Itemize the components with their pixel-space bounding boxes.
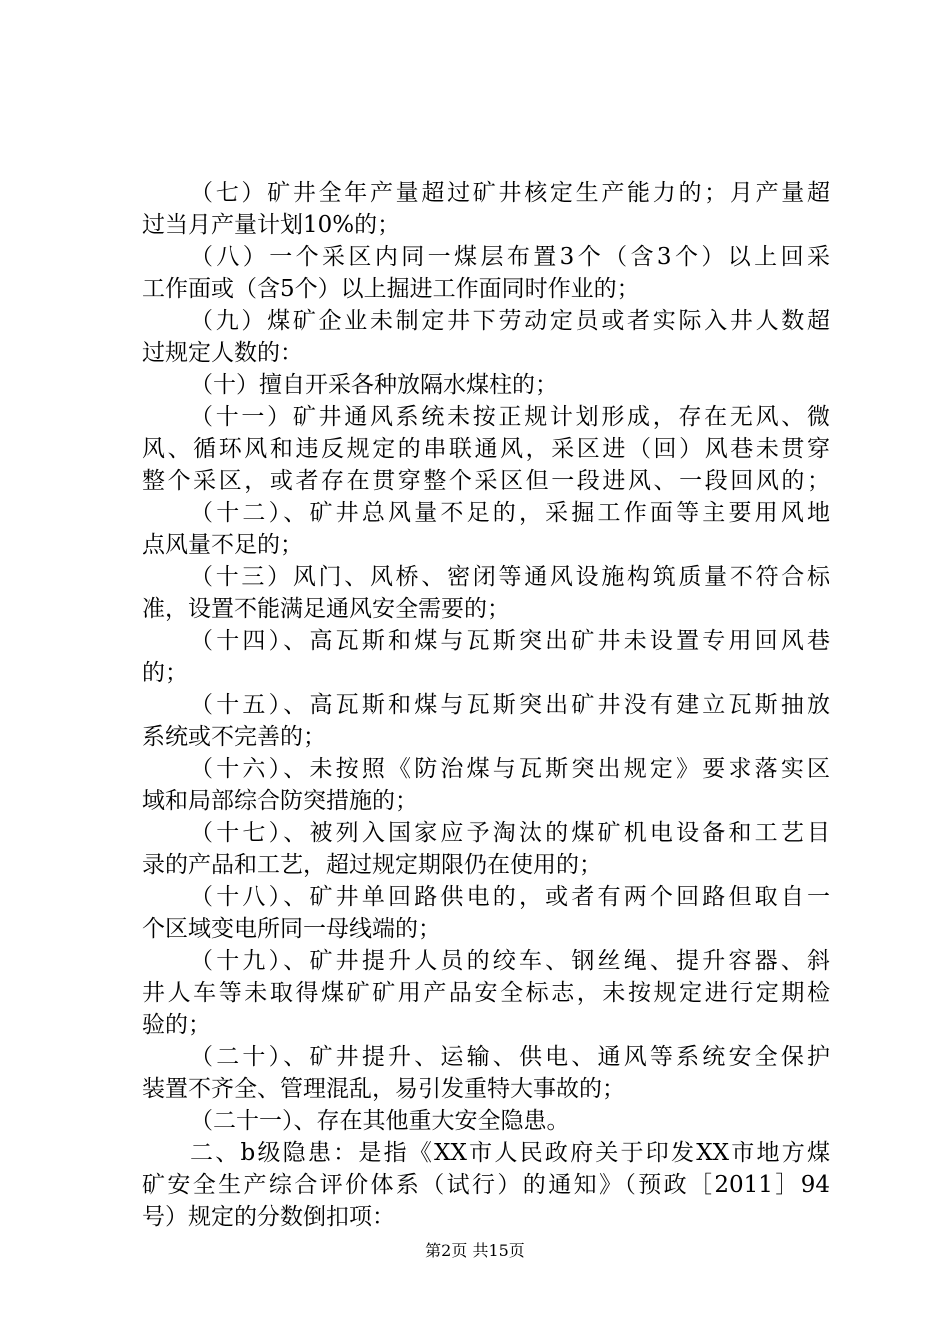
document-line: 风、循环风和违反规定的串联通风，采区进（回）风巷未贯穿 bbox=[142, 436, 830, 462]
document-line: 号）规定的分数倒扣项： bbox=[142, 1204, 395, 1230]
document-line: 验的； bbox=[142, 1012, 211, 1038]
document-line: （十三）风门、风桥、密闭等通风设施构筑质量不符合标 bbox=[190, 564, 830, 590]
document-line: 装置不齐全、管理混乱，易引发重特大事故的； bbox=[142, 1076, 625, 1102]
document-line: （二十一）、存在其他重大安全隐患。 bbox=[190, 1108, 570, 1134]
document-line: （二十）、矿井提升、运输、供电、通风等系统安全保护 bbox=[190, 1044, 830, 1070]
document-line: 井人车等未取得煤矿矿用产品安全标志，未按规定进行定期检 bbox=[142, 980, 830, 1006]
page-footer: 第2页 共15页 bbox=[425, 1241, 525, 1260]
document-line: （七）矿井全年产量超过矿井核定生产能力的；月产量超 bbox=[190, 180, 830, 206]
document-line: 工作面或（含5个）以上掘进工作面同时作业的； bbox=[142, 276, 640, 302]
document-line: （十一）矿井通风系统未按正规计划形成，存在无风、微 bbox=[190, 404, 830, 430]
document-line: 整个采区，或者存在贯穿整个采区但一段进风、一段回风的； bbox=[142, 468, 830, 494]
document-line: （十四）、高瓦斯和煤与瓦斯突出矿井未设置专用回风巷 bbox=[190, 628, 830, 654]
document-line: 点风量不足的； bbox=[142, 532, 303, 558]
document-line: 录的产品和工艺，超过规定期限仍在使用的； bbox=[142, 852, 602, 878]
document-line: （八）一个采区内同一煤层布置3个（含3个）以上回采 bbox=[190, 244, 830, 270]
document-line: 系统或不完善的； bbox=[142, 724, 326, 750]
document-line: 域和局部综合防突措施的； bbox=[142, 788, 418, 814]
document-line: 矿安全生产综合评价体系（试行）的通知》（预政［2011］94 bbox=[142, 1172, 830, 1198]
document-line: （十七）、被列入国家应予淘汰的煤矿机电设备和工艺目 bbox=[190, 820, 830, 846]
document-line: 的； bbox=[142, 660, 188, 686]
document-line: （十二）、矿井总风量不足的，采掘工作面等主要用风地 bbox=[190, 500, 830, 526]
document-line: （十九）、矿井提升人员的绞车、钢丝绳、提升容器、斜 bbox=[190, 948, 830, 974]
document-line: 过规定人数的： bbox=[142, 340, 303, 366]
document-line: （十）擅自开采各种放隔水煤柱的； bbox=[190, 372, 558, 398]
document-line: （十六）、未按照《防治煤与瓦斯突出规定》要求落实区 bbox=[190, 756, 830, 782]
document-line: 二、b级隐患：是指《XX市人民政府关于印发XX市地方煤 bbox=[190, 1140, 830, 1166]
document-line: （九）煤矿企业未制定井下劳动定员或者实际入井人数超 bbox=[190, 308, 830, 334]
document-line: （十八）、矿井单回路供电的，或者有两个回路但取自一 bbox=[190, 884, 830, 910]
document-line: 过当月产量计划10%的； bbox=[142, 212, 401, 238]
document-line: 个区域变电所同一母线端的； bbox=[142, 916, 441, 942]
document-line: 准，设置不能满足通风安全需要的； bbox=[142, 596, 510, 622]
document-line: （十五）、高瓦斯和煤与瓦斯突出矿井没有建立瓦斯抽放 bbox=[190, 692, 830, 718]
